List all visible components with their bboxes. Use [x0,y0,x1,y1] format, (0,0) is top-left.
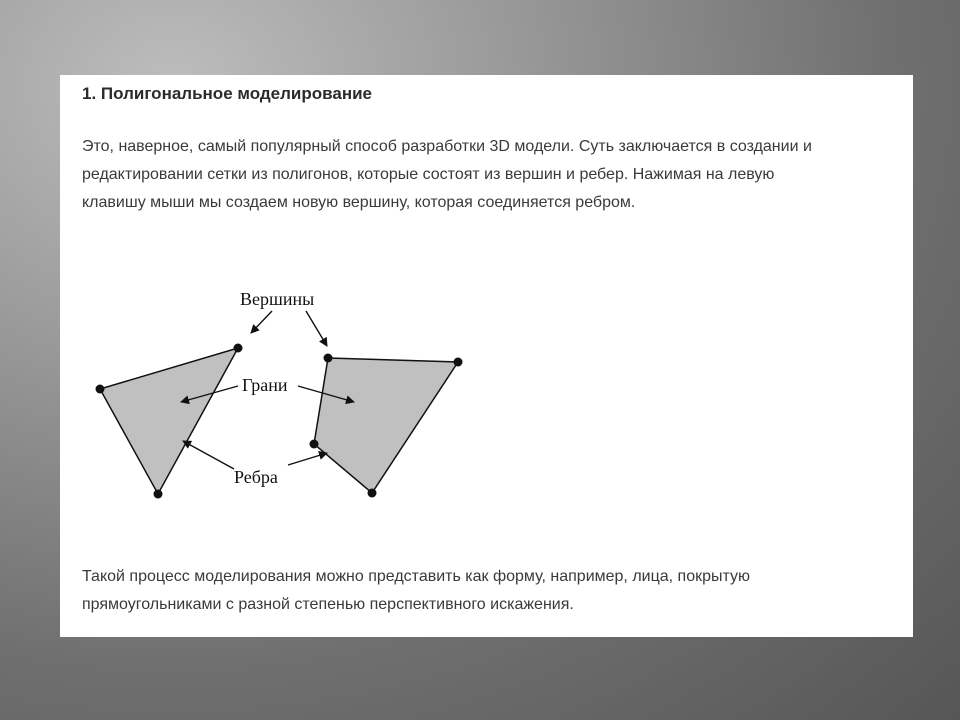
paragraph-line: Такой процесс моделирования можно представить как форму, например, лица, покрытую [82,568,751,585]
edges-arrow-right [288,453,327,465]
triangle-face [100,348,238,494]
vertex-dot [234,344,243,353]
vertex-dot [454,358,463,367]
edges-label: Ребра [234,467,278,487]
paragraph-line: Это, наверное, самый популярный способ разработки 3D модели. Суть заключается в создании и [82,138,812,155]
vertex-dot [154,490,163,499]
intro-paragraph [82,133,894,217]
vertex-dot [324,354,333,363]
polygon-diagram [84,245,476,531]
vertices-arrow-right [306,311,327,346]
faces-label: Грани [242,375,288,395]
vertex-dot [368,489,377,498]
closing-paragraph [82,563,894,619]
paragraph-line: редактировании сетки из полигонов, которые состоят из вершин и ребер. Нажимая на левую [82,166,775,183]
vertex-dot [310,440,319,449]
section-heading: 1. Полигональное моделирование [82,84,373,103]
vertex-dot [96,385,105,394]
vertices-arrow-left [251,311,272,333]
paragraph-line: клавишу мыши мы создаем новую вершину, которая соединяется ребром. [82,194,636,211]
quad-face [314,358,458,493]
paragraph-line: прямоугольниками с разной степенью перспективного искажения. [82,596,574,613]
vertices-label: Вершины [240,289,315,309]
polygon-diagram-svg [84,245,476,531]
edges-arrow-left [183,441,234,469]
slide-card [60,75,913,637]
